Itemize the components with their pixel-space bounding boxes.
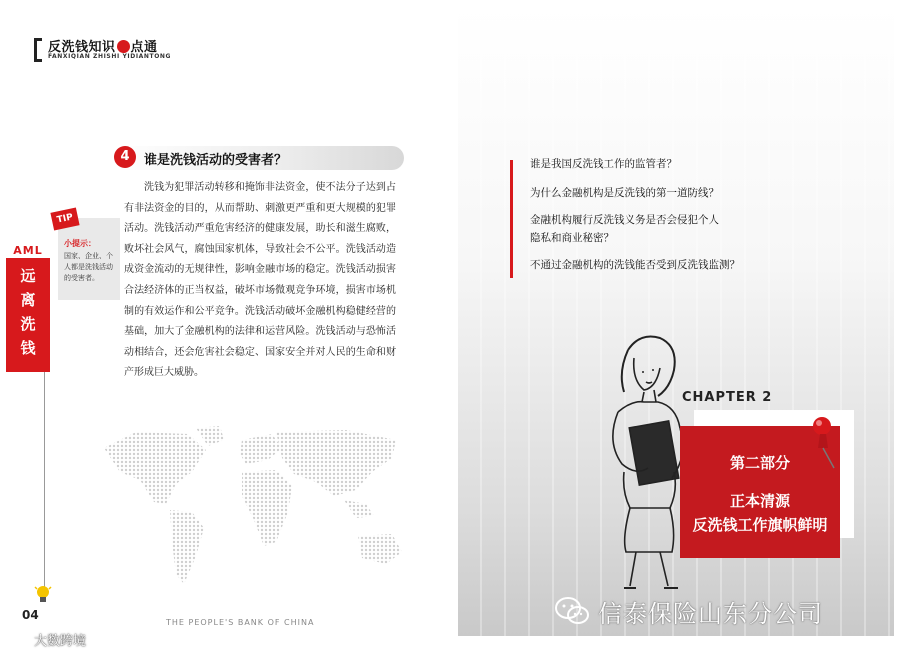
aml-label: AML [13,244,43,257]
header-title-part2: 点通 [130,40,158,55]
right-page [458,6,894,636]
bracket-decoration [34,38,42,62]
question-title: 谁是洗钱活动的受害者？ [144,153,288,168]
wechat-icon [554,596,590,626]
tip-label: 小提示： [64,239,96,248]
side-divider [44,372,45,590]
world-map [96,424,416,604]
dot-icon [117,40,130,53]
toc-item: 为什么金融机构是反洗钱的第一道防线？ [530,187,719,199]
side-band [6,258,50,372]
chapter-title-line2: 反洗钱工作旗帜鲜明 [692,516,828,534]
body-paragraph: 洗钱为犯罪活动转移和掩饰非法资金，使不法分子达到占有非法资金的目的，从而帮助、刺激更严重和更大规模的犯罪活动。洗钱活动严重危害经济的健康发展，助长和滋生腐败，败坏社会风气，腐蚀国家机体，导致社会不公平。洗钱活动造成资金流动的无规律性，影响金融市场的稳定。洗钱活动损害合法经济体的正当权益，破坏市场微观竞争环境，损害市场机制的有效运作和公平竞争。洗钱活动破坏金融机构稳健经营的基础，加大了金融机构的法律和运营风险。洗钱活动与恐怖活动相结合，还会危害社会稳定、国家安全并对人民的生命和财产形成巨大威胁。 [124,182,396,379]
tip-box [56,212,120,300]
tip-text: 国家、企业、个人都是洗钱活动的受害者。 [64,252,113,282]
chapter-part: 第二部分 [729,454,790,472]
side-vertical-text: 远离洗钱 [20,267,36,357]
pin-icon [806,414,842,470]
toc-item: 金融机构履行反洗钱义务是否会侵犯个人 [530,214,719,226]
question-number: 4 [114,146,136,168]
page-number: 04 [22,608,39,622]
watermark-text: 信泰保险山东分公司 [598,600,823,628]
toc-item: 隐私和商业秘密？ [530,232,614,244]
header-title-part1: 反洗钱知识 [48,40,116,55]
corner-logo: 大数跨境 [34,634,87,649]
tip-badge: TIP [50,207,79,230]
chapter-label: CHAPTER 2 [682,390,773,405]
footer-org: THE PEOPLE'S BANK OF CHINA [166,618,315,627]
header-title-en: FANXIQIAN ZHISHI YIDIANTONG [48,53,172,60]
body-text [124,178,396,384]
toc-item: 谁是我国反洗钱工作的监管者？ [530,158,677,170]
corner-logo-icon [6,630,30,650]
left-page [6,6,442,636]
question-heading [114,146,404,170]
toc-item: 不通过金融机构的洗钱能否受到反洗钱监测？ [530,259,740,271]
bulb-icon [34,584,52,606]
toc-accent-bar [510,160,513,278]
chapter-title-line1: 正本清源 [729,492,790,510]
